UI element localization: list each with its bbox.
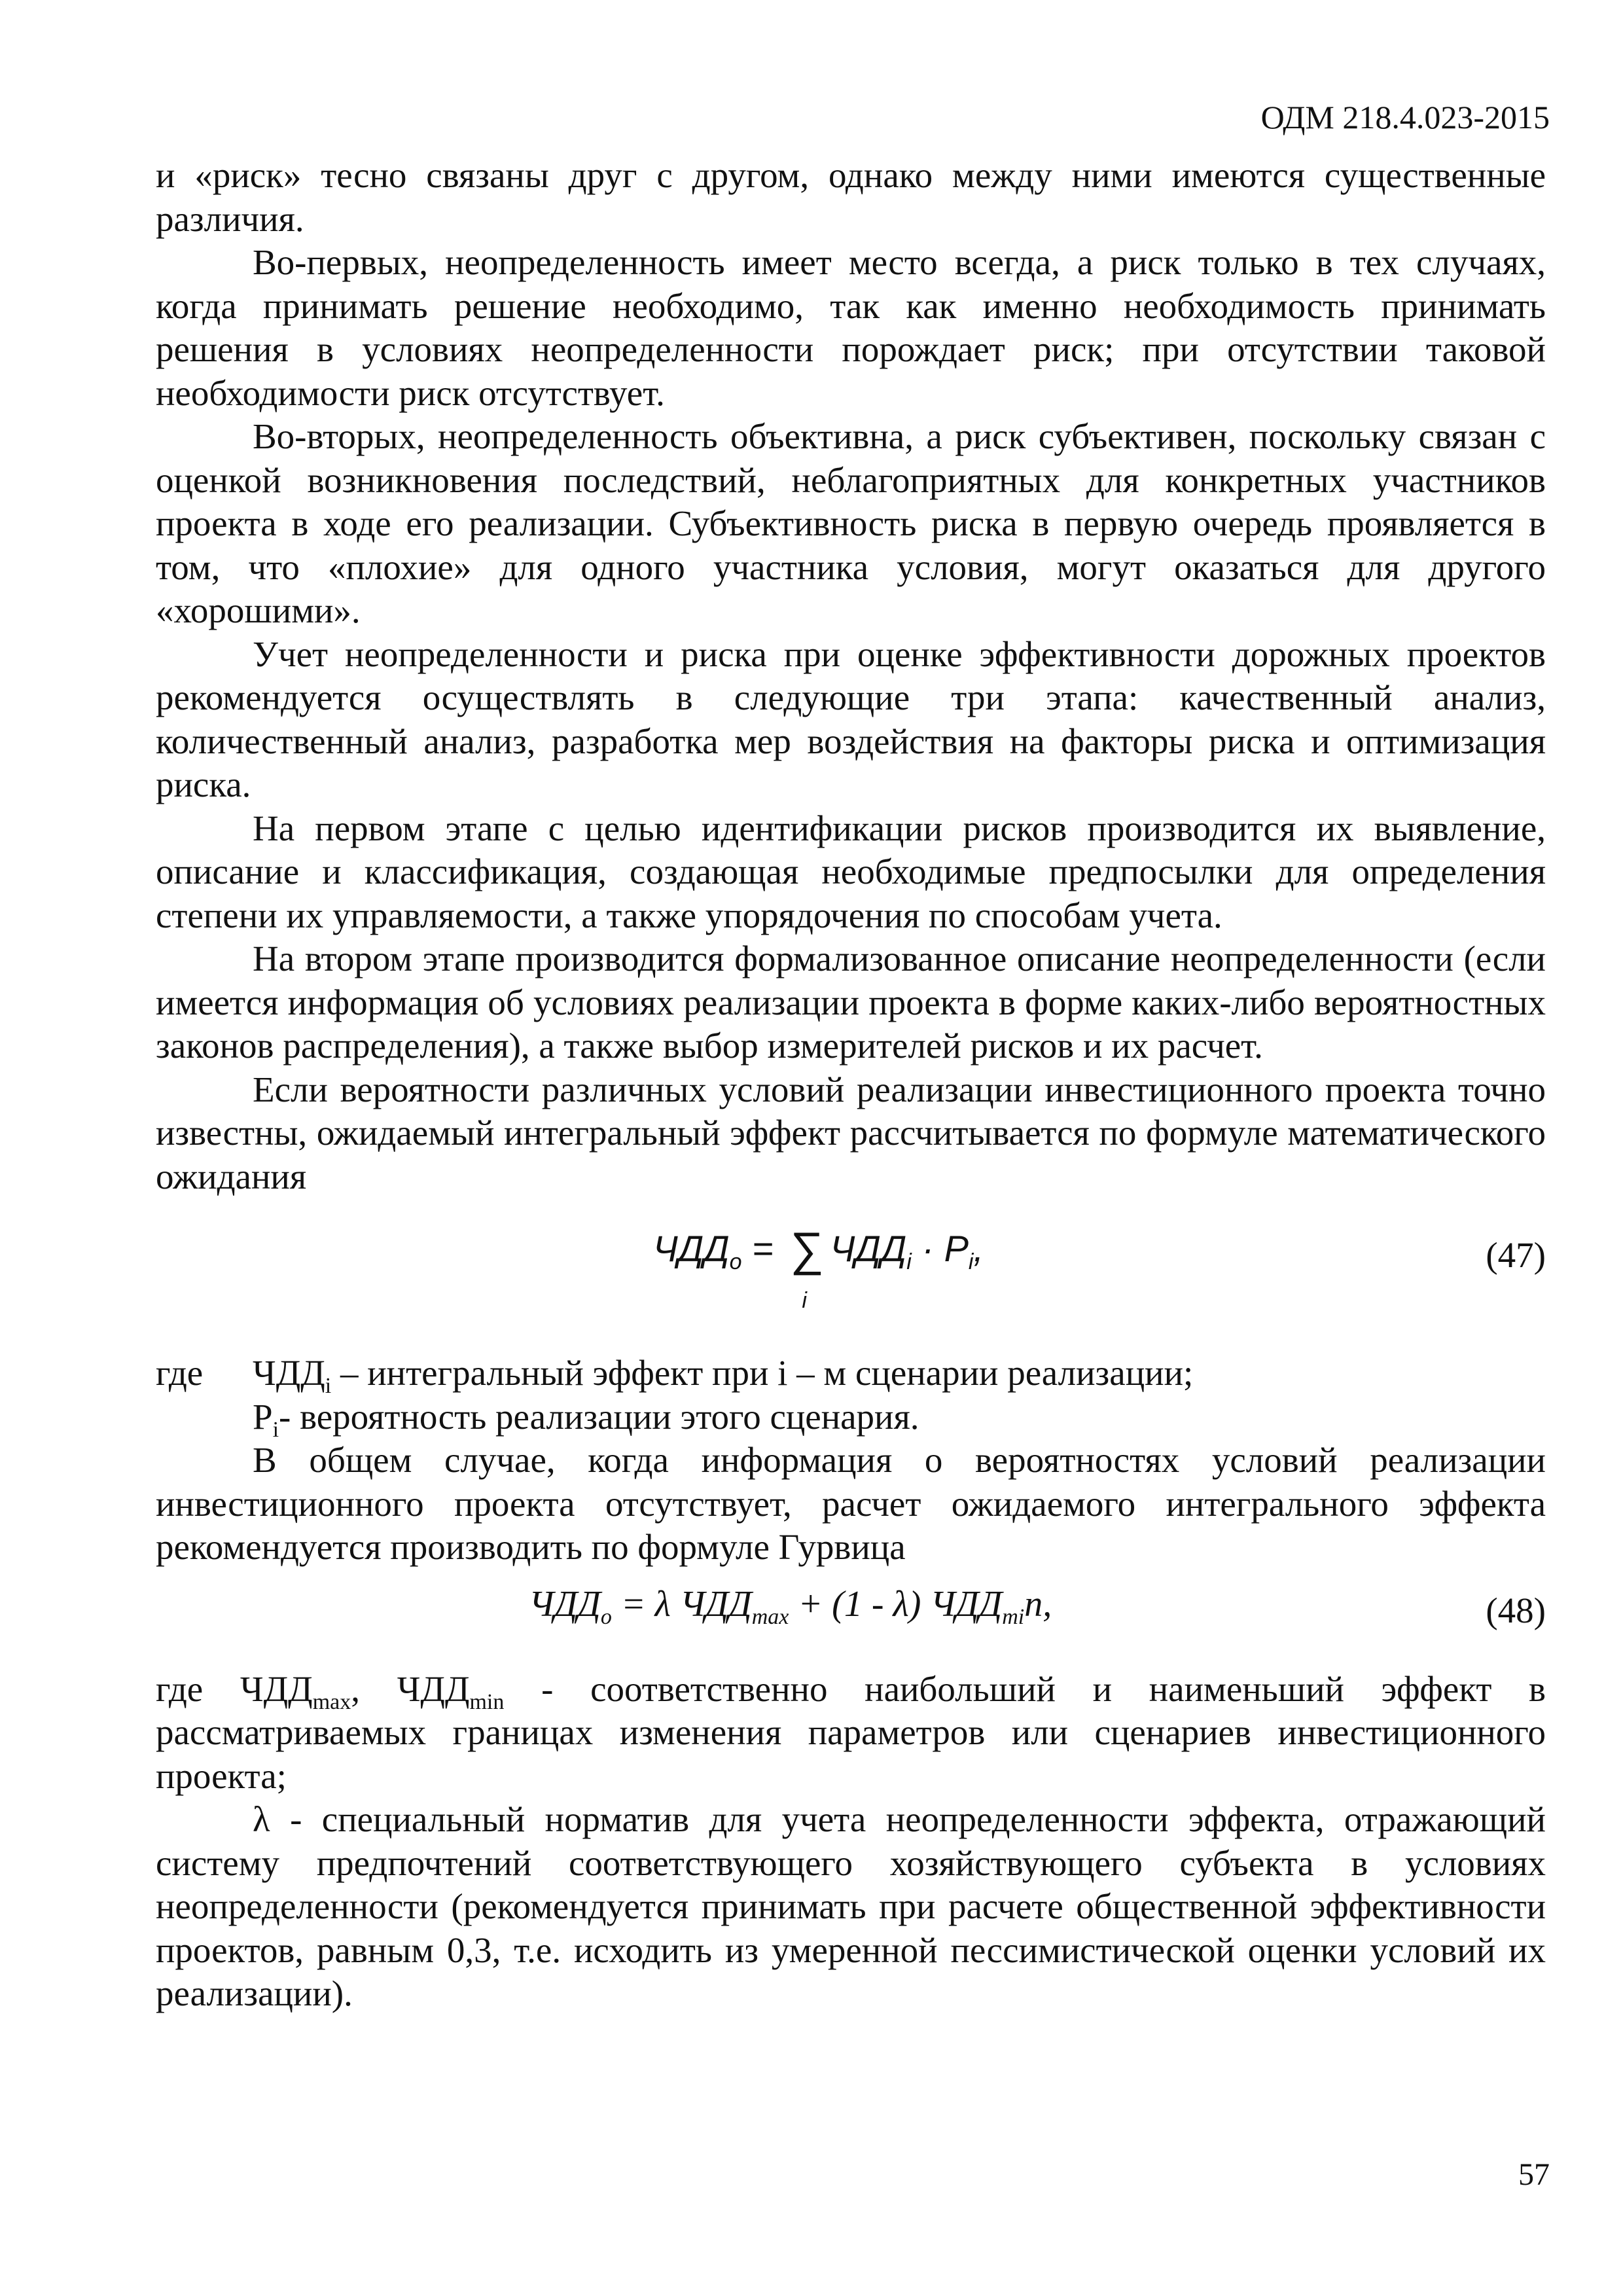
body-text xyxy=(156,154,1546,2016)
page-number: 57 xyxy=(1518,2157,1550,2192)
where-clause: где $ЧДД_i$ – интегральный эффект при i – м сценарии реализации; xyxy=(156,1353,1194,1398)
paragraph: На первом этапе с целью идентификации рисков производится их выявление, описание и классификация, создающая необходимые предпосылки для определения степени их управляемости, а также упорядочения по способам учета. xyxy=(156,808,1546,935)
formula-48-expression: $ЧДД_o = \lambda$ $ЧДД_{max} + (1 - \lambda)$ $ЧДД_{mi}n$, xyxy=(529,1583,1052,1629)
document-code: ОДМ 218.4.023-2015 xyxy=(1260,99,1550,135)
formula-48 xyxy=(156,1576,1546,1655)
paragraph: В общем случае, когда информация о вероятностях условий реализации инвестиционного проекта отсутствует, расчет ожидаемого интегрального эффекта рекомендуется производить по формуле Гурвица xyxy=(156,1440,1546,1567)
paragraph: Если вероятности различных условий реализации инвестиционного проекта точно известны, ожидаемый интегральный эффект рассчитывается по формуле математического ожидания xyxy=(156,1069,1546,1196)
paragraph: λ - специальный норматив для учета неопределенности эффекта, отражающий систему предпочтений соответствующего хозяйствующего субъекта в условиях неопределенности (рекомендуется принимать при расчете общественной эффективности проектов, равным 0,3, т.е. исходить из умеренной пессимистической оценки условий их реализации). xyxy=(156,1799,1546,2013)
paragraph: и «риск» тесно связаны друг с другом, однако между ними имеются существенные различия. xyxy=(156,155,1546,239)
equation-number: (48) xyxy=(1486,1590,1546,1630)
paragraph: Во-первых, неопределенность имеет место всегда, а риск только в тех случаях, когда принимать решение необходимо, так как именно необходимость принимать решения в условиях неопределенности порождает риск; при отсутствии таковой необходимости риск отсутствует. xyxy=(156,242,1546,413)
formula-47-expression: $ЧДД_o$ = ∑ i $ЧДД_i \cdot P_i$, xyxy=(653,1223,984,1313)
formula-47 xyxy=(156,1221,1546,1332)
equation-number: (47) xyxy=(1486,1235,1546,1275)
paragraph: Учет неопределенности и риска при оценке эффективности дорожных проектов рекомендуется осуществлять в следующие три этапа: качественный анализ, количественный анализ, разработка мер воздействия на факторы риска и оптимизация риска. xyxy=(156,634,1546,804)
where-clause: где $ЧДД_{max}$, $ЧДД_{min}$ - соответственно наибольший и наименьший эффект в рассматриваемых границах изменения параметров или сценариев инвестиционного проекта; xyxy=(156,1668,1546,1796)
paragraph: Во-вторых, неопределенность объективна, а риск субъективен, поскольку связан с оценкой возникновения последствий, неблагоприятных для конкретных участников проекта в ходе его реализации. Субъективность риска в первую очередь проявляется в том, что «плохие» для одного участника условия, могут оказаться для другого «хорошими». xyxy=(156,416,1546,630)
paragraph: На втором этапе производится формализованное описание неопределенности (если имеется информация об условиях реализации проекта в форме каких-либо вероятностных законов распределения), а также выбор измерителей рисков и их расчет. xyxy=(156,939,1546,1066)
where-clause-item: $P_i-$ вероятность реализации этого сценария. xyxy=(253,1396,919,1442)
summation-symbol: ∑ i xyxy=(790,1223,824,1313)
